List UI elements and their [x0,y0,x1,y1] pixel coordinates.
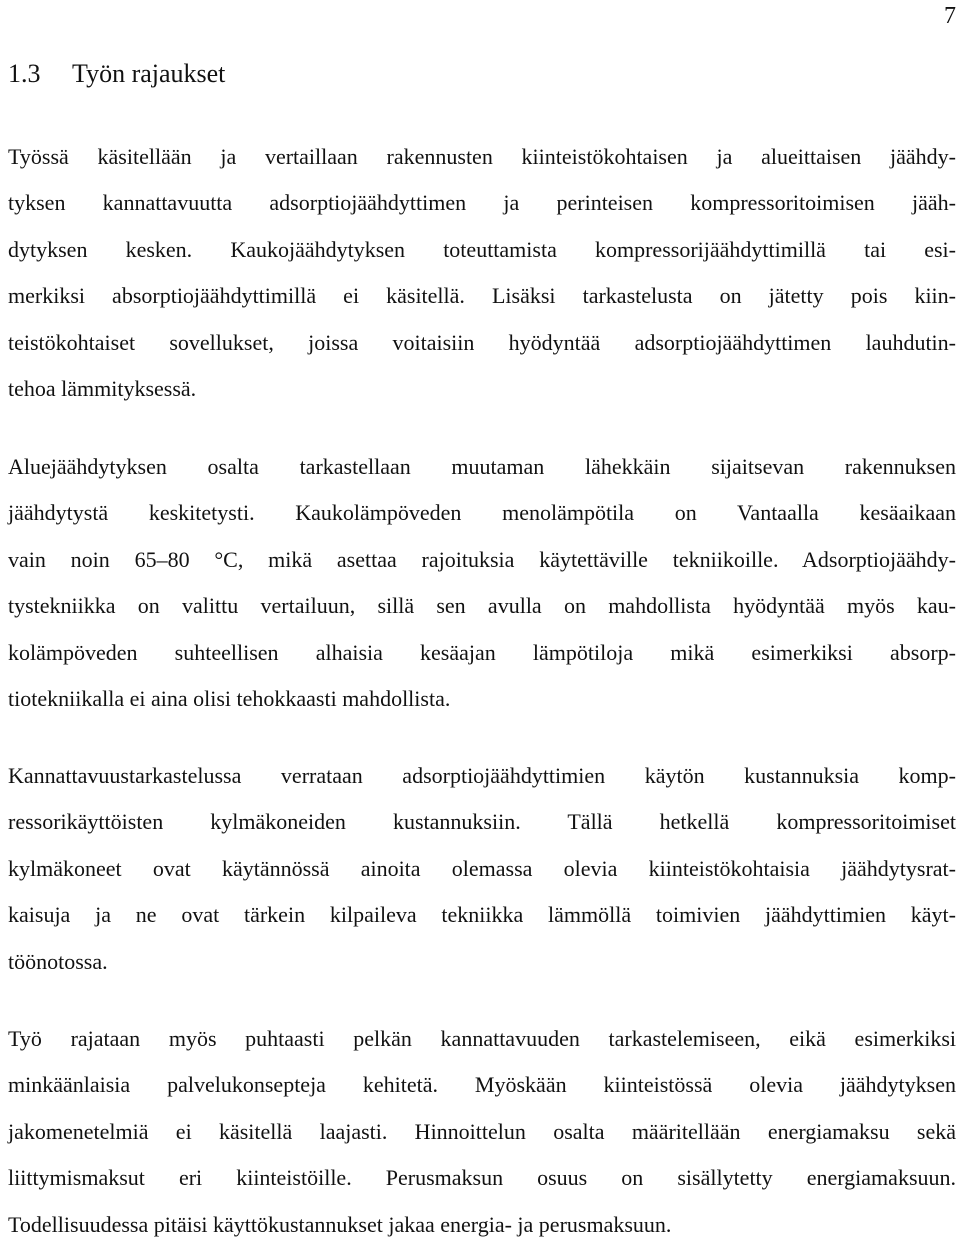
text-line: Työ rajataan myös puhtaasti pelkän kannattavuuden tarkastelemiseen, eikä esimerkiksi [8,1026,956,1051]
text-line: kaisuja ja ne ovat tärkein kilpaileva tekniikka lämmöllä toimivien jäähdyttimien käyt- [8,902,956,928]
text-line: minkäänlaisia palvelukonsepteja kehitetä. Myöskään kiinteistössä olevia jäähdytyksen [8,1072,956,1098]
section-title: Työn rajaukset [72,59,226,88]
section-number: 1.3 [8,59,41,88]
paragraph-scope [8,134,956,412]
text-line: dytyksen kesken. Kaukojäähdytyksen toteuttamista kompressorijäähdyttimillä tai esi- [8,236,956,262]
text-line: tystekniikka on valittu vertailuun, sillä sen avulla on mahdollista hyödyntää myös kau- [8,593,956,619]
text-line: Todellisuudessa pitäisi käyttökustannukset jakaa energia- ja perusmaksuun. [8,1211,672,1237]
text-line: ressorikäyttöisten kylmäkoneiden kustannuksiin. Tällä hetkellä kompressoritoimiset [8,809,956,835]
text-line: Aluejäähdytyksen osalta tarkastellaan muutaman lähekkäin sijaitsevan rakennuksen [8,454,956,479]
text-line: teistökohtaiset sovellukset, joissa voitaisiin hyödyntää adsorptiojäähdyttimen lauhdutin- [8,329,956,355]
page-number: 7 [944,3,956,29]
text-line: töönotossa. [8,948,108,974]
text-line: tyksen kannattavuutta adsorptiojäähdyttimen ja perinteisen kompressoritoimisen jääh- [8,190,956,216]
text-line: tehoa lämmityksessä. [8,375,197,401]
text-line: vain noin 65–80 °C, mikä asettaa rajoituksia käytettäville tekniikoille. Adsorptiojäähdy- [8,546,956,572]
section-heading [8,56,225,92]
text-line: kylmäkoneet ovat käytännössä ainoita olemassa olevia kiinteistökohtaisia jäähdytysrat- [8,855,956,881]
paragraph-limitations [8,1016,956,1248]
text-line: jakomenetelmiä ei käsitellä laajasti. Hinnoittelun osalta määritellään energiamaksu sekä [8,1118,956,1144]
text-line: Työssä käsitellään ja vertaillaan rakennusten kiinteistökohtaisen ja alueittaisen jäähdy- [8,144,956,169]
text-line: merkiksi absorptiojäähdyttimillä ei käsitellä. Lisäksi tarkastelusta on jätetty pois kiin- [8,283,956,309]
text-line: Kannattavuustarkastelussa verrataan adsorptiojäähdyttimien käytön kustannuksia komp- [8,763,956,788]
text-line: jäähdytystä keskitetysti. Kaukolämpöveden menolämpötila on Vantaalla kesäaikaan [8,500,956,526]
text-line: tiotekniikalla ei aina olisi tehokkaasti mahdollista. [8,685,451,711]
paragraph-profitability [8,753,956,985]
text-line: liittymismaksut eri kiinteistöille. Perusmaksun osuus on sisällytetty energiamaksuun. [8,1165,956,1191]
text-line: kolämpöveden suhteellisen alhaisia kesäajan lämpötiloja mikä esimerkiksi absorp- [8,639,956,665]
paragraph-district-cooling [8,444,956,722]
